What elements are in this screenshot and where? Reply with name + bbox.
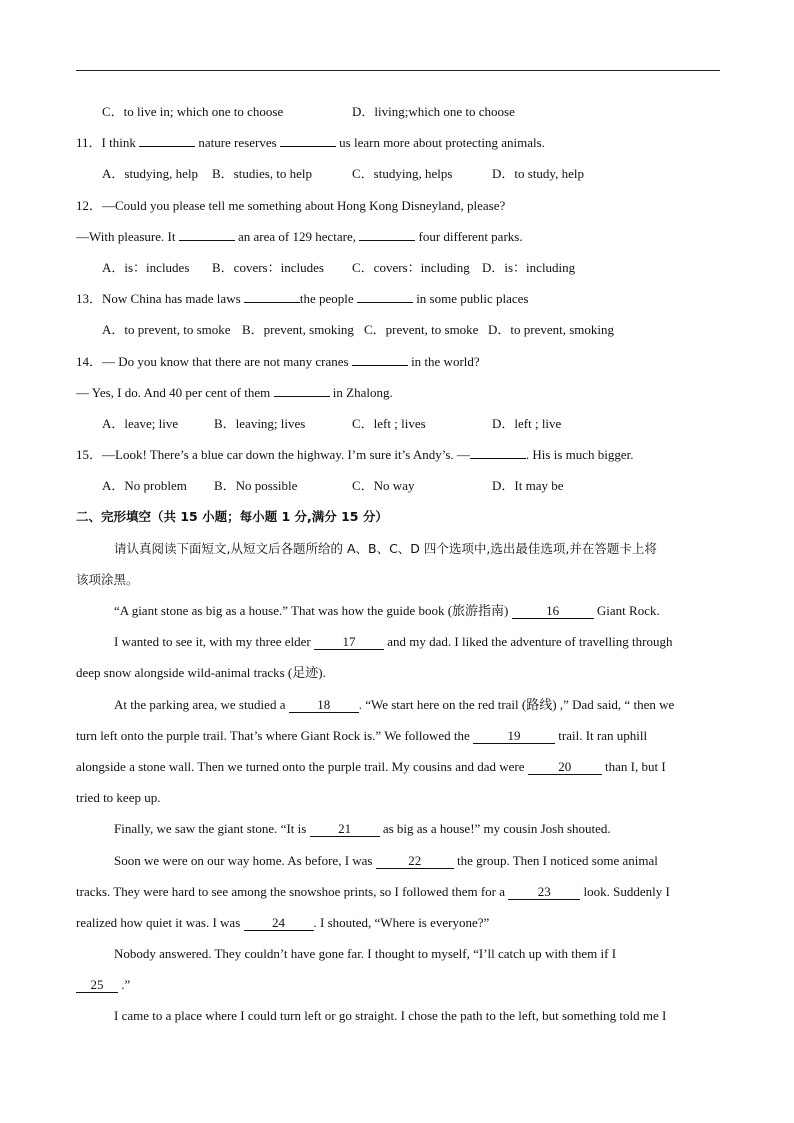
section-2-instructions-line-2: 该项涂黑。 (76, 571, 139, 587)
passage-p3-line-1 (76, 693, 722, 724)
q15-option-a: A．No problem (102, 478, 187, 494)
q14-text-d: in Zhalong. (329, 384, 393, 400)
q15-blank-1 (470, 443, 526, 459)
q12-blank-1 (179, 225, 235, 241)
q12-option-d: D．is：including (482, 259, 576, 275)
q14-option-c: C．left ; lives (352, 415, 426, 431)
q12-stem: 12．—Could you please tell me something about Hong Kong Disneyland, please? (76, 197, 506, 213)
passage-text: tracks. They were hard to see among the snowshoe prints, so I followed them for a (76, 883, 509, 899)
q13-option-c: C．prevent, to smoke (364, 322, 479, 338)
passage-text: trail. It ran uphill (555, 727, 648, 743)
passage-text: as big as a house!” my cousin Josh shouted. (379, 821, 611, 837)
q12-reply (76, 225, 722, 256)
passage-text: At the parking area, we studied a (114, 696, 289, 712)
q13-blank-2 (357, 287, 413, 303)
q14-reply (76, 381, 722, 412)
q14-text-a: 14．— Do you know that there are not many cranes (76, 353, 352, 369)
q13-option-d: D．to prevent, smoking (488, 322, 615, 338)
passage-p3-line-4: tried to keep up. (76, 790, 161, 806)
section-2-instructions-line-1: 请认真阅读下面短文,从短文后各题所给的 A、B、C、D 四个选项中,选出最佳选项,并在答题卡上将 (114, 540, 657, 556)
q11-option-c: C．studying, helps (352, 166, 453, 182)
passage-text: “A giant stone as big as a house.” That was how the guide book (旅游指南) (114, 603, 512, 618)
cloze-blank-21: 21 (310, 821, 380, 837)
q12-options (76, 256, 722, 287)
passage-text: Giant Rock. (593, 603, 660, 618)
q11-blank-1 (139, 131, 195, 147)
passage-text: Finally, we saw the giant stone. “It is (114, 821, 310, 837)
q15-option-c: C．No way (352, 478, 415, 494)
q15-text-b: . His is much bigger. (525, 447, 634, 463)
q15-text-a: 15．—Look! There’s a blue car down the highway. I’m sure it’s Andy’s. — (76, 447, 470, 463)
passage-text: look. Suddenly I (580, 883, 670, 899)
q14-option-b: B．leaving; lives (214, 415, 306, 431)
cloze-blank-16: 16 (512, 603, 594, 619)
q14-stem (76, 350, 722, 381)
passage-p3-line-2 (76, 724, 722, 755)
cloze-blank-23: 23 (508, 884, 580, 900)
q13-blank-1 (244, 287, 300, 303)
cloze-blank-24: 24 (244, 915, 314, 931)
q11-blank-2 (280, 131, 336, 147)
passage-p5-line-2 (76, 880, 722, 911)
q10-options (76, 100, 722, 131)
q14-option-a: A．leave; live (102, 415, 179, 431)
q12-text-c: four different parks. (415, 228, 523, 244)
passage-text: I wanted to see it, with my three elder (114, 634, 314, 650)
passage-text: . I shouted, “Where is everyone?” (313, 914, 490, 930)
passage-text: and my dad. I liked the adventure of travelling through (384, 634, 673, 650)
q11-option-d: D．to study, help (492, 166, 584, 182)
cloze-blank-25: 25 (76, 977, 118, 993)
passage-p5-line-3 (76, 911, 722, 942)
passage-p3-line-3 (76, 755, 722, 786)
cloze-blank-17: 17 (314, 634, 384, 650)
passage-text: .” (118, 977, 131, 993)
cloze-blank-18: 18 (289, 697, 359, 713)
q12-text-b: an area of 129 hectare, (234, 228, 360, 244)
q14-blank-1 (352, 350, 408, 366)
cloze-blank-19: 19 (473, 728, 555, 744)
passage-p1 (76, 599, 722, 630)
q13-option-a: A．to prevent, to smoke (102, 322, 231, 338)
passage-p7-line-1: I came to a place where I could turn left or go straight. I chose the path to the left, but something told me I (114, 1008, 667, 1024)
passage-text: alongside a stone wall. Then we turned onto the purple trail. My cousins and dad were (76, 758, 528, 774)
passage-text: realized how quiet it was. I was (76, 914, 244, 930)
q13-option-b: B．prevent, smoking (242, 322, 354, 338)
passage-p4 (76, 817, 722, 848)
passage-text: Soon we were on our way home. As before, I was (114, 852, 376, 868)
header-rule (76, 70, 720, 71)
cloze-blank-22: 22 (376, 853, 454, 869)
q12-option-b: B．covers：includes (212, 259, 324, 275)
passage-p5-line-1 (76, 849, 722, 880)
q12-option-a: A．is：includes (102, 259, 190, 275)
q11-text-a: 11．I think (76, 135, 140, 151)
q13-stem (76, 287, 722, 318)
q15-option-b: B．No possible (214, 478, 298, 494)
q14-options (76, 412, 722, 443)
passage-text: the group. Then I noticed some animal (453, 852, 658, 868)
passage-p2-line-1 (76, 630, 722, 661)
passage-p6-line-1: Nobody answered. They couldn’t have gone far. I thought to myself, “I’ll catch up with them if I (114, 946, 617, 962)
q15-stem (76, 443, 722, 474)
q13-text-a: 13．Now China has made laws (76, 291, 244, 307)
q11-options (76, 162, 722, 193)
q12-blank-2 (359, 225, 415, 241)
q14-option-d: D．left ; live (492, 415, 562, 431)
q11-stem (76, 131, 722, 162)
passage-text: than I, but I (601, 758, 666, 774)
q15-options (76, 474, 722, 505)
q13-text-c: in some public places (412, 291, 529, 307)
q12-option-c: C．covers：including (352, 259, 470, 275)
q10-option-c: C．to live in; which one to choose (102, 104, 284, 119)
q11-text-c: us learn more about protecting animals. (335, 135, 545, 151)
q11-text-b: nature reserves (195, 135, 280, 151)
q15-option-d: D．It may be (492, 478, 564, 494)
q13-text-b: the people (299, 291, 357, 307)
passage-p6-line-2 (76, 973, 722, 1004)
q14-blank-2 (274, 381, 330, 397)
q14-text-c: — Yes, I do. And 40 per cent of them (76, 384, 274, 400)
q12-text-a: —With pleasure. It (76, 228, 179, 244)
q11-option-a: A．studying, help (102, 166, 199, 182)
q13-options (76, 318, 722, 349)
passage-text: turn left onto the purple trail. That’s where Giant Rock is.” We followed the (76, 727, 474, 743)
q11-option-b: B．studies, to help (212, 166, 313, 182)
exam-page (76, 100, 722, 1036)
q10-option-d: D．living;which one to choose (352, 104, 515, 119)
passage-p2-line-2: deep snow alongside wild-animal tracks (足迹). (76, 665, 326, 681)
cloze-blank-20: 20 (528, 759, 602, 775)
q14-text-b: in the world? (407, 353, 480, 369)
passage-text: . “We start here on the red trail (路线) ,” Dad said, “ then we (358, 696, 675, 712)
section-2-title: 二、完形填空（共 15 小题；每小题 1 分,满分 15 分） (76, 509, 388, 525)
